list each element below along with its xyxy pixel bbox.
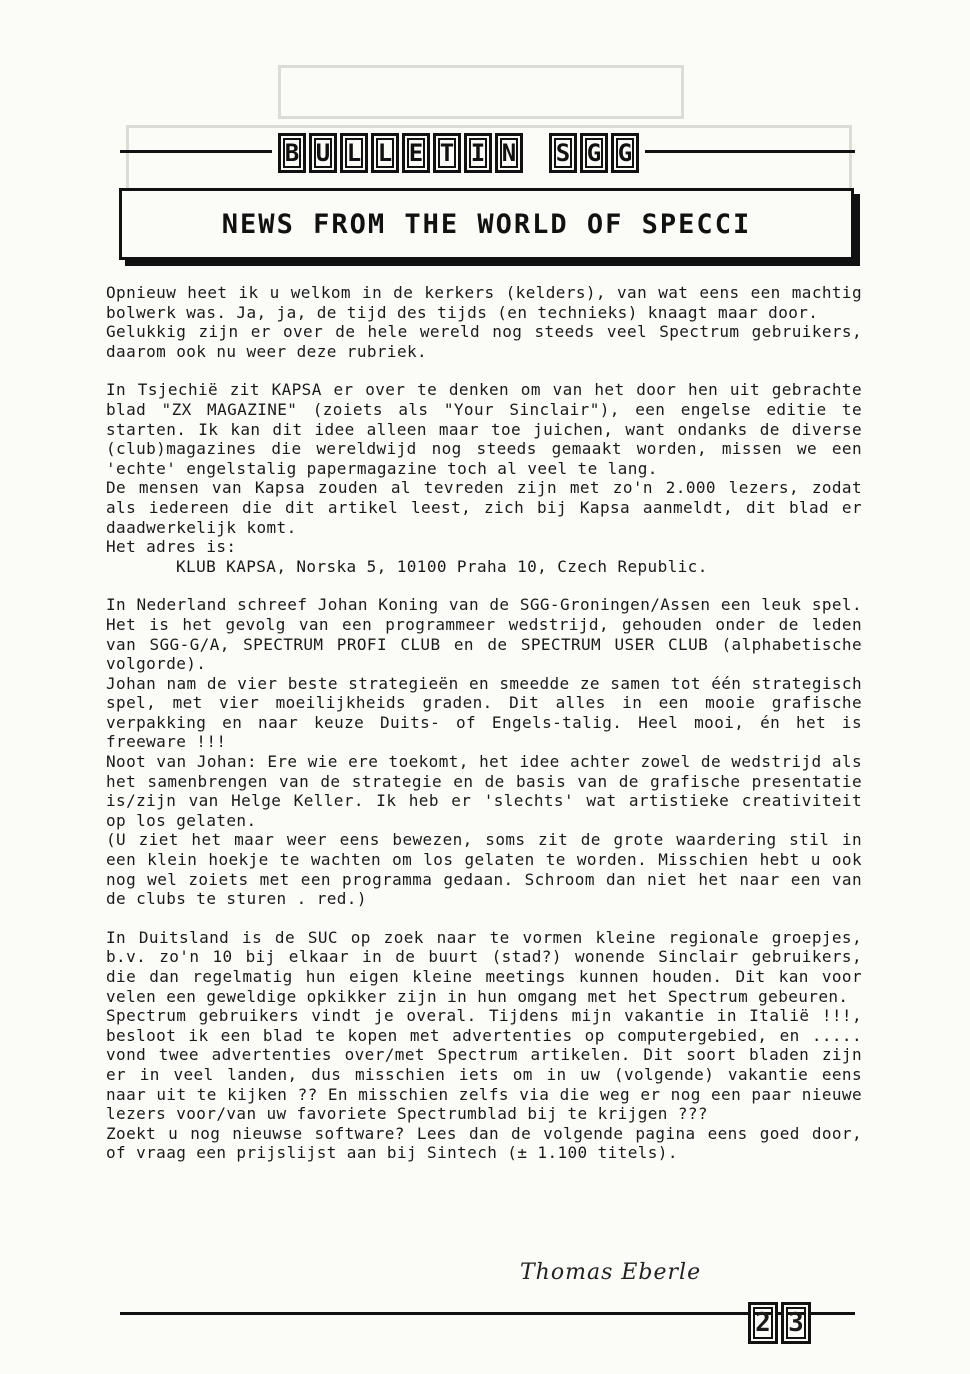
bulletin-letter: E (402, 133, 430, 173)
paragraph: Opnieuw heet ik u welkom in de kerkers (kelders), van wat eens een machtig bolwerk was. Ja, ja, de tijd des tijds (en technieks) knaagt maar door. (106, 283, 862, 322)
sgg-letter: S (549, 133, 577, 173)
article-body (106, 283, 862, 1163)
paragraph: Noot van Johan: Ere wie ere toekomt, het idee achter zowel de wedstrijd als het samenbrengen van de strategie en de basis van de grafische presentatie is/zijn van Helge Keller. Ik heb er 'slechts' wat artistieke creativiteit op los gelaten. (106, 752, 862, 830)
bulletin-letter: I (464, 133, 492, 173)
signature: Thomas Eberle (520, 1260, 702, 1285)
paragraph: In Tsjechië zit KAPSA er over te denken om van het door hen uit gebrachte blad "ZX MAGAZINE" (zoiets als "Your Sinclair"), een engelse editie te starten. Ik kan dit idee alleen maar toe juichen, want ondanks de diverse (club)magazines die wereldwijd nog steeds gemaakt worden, missen we een 'echte' engelstalig papermagazine toch al veel te lang. (106, 380, 862, 478)
section-title-box (119, 188, 854, 260)
page-digit-letter: 3 (781, 1302, 811, 1344)
paragraph: De mensen van Kapsa zouden al tevreden zijn met zo'n 2.000 lezers, zodat als iedereen die dit artikel leest, zich bij Kapsa aanmeldt, dit blad er daadwerkelijk komt. (106, 478, 862, 537)
ghost-header-box (278, 65, 684, 119)
paragraph: Het adres is: (106, 537, 237, 557)
paragraph: Gelukkig zijn er over de hele wereld nog steeds veel Spectrum gebruikers, daarom ook nu weer deze rubriek. (106, 322, 862, 361)
page-digit-letter: 2 (748, 1302, 778, 1344)
paragraph: (U ziet het maar weer eens bewezen, soms zit de grote waardering stil in een klein hoekje te wachten om los gelaten te worden. Misschien hebt u ook nog wel zoiets met een programma gedaan. Schroom dan niet het naar een van de clubs te sturen . red.) (106, 830, 862, 909)
paragraph: In Nederland schreef Johan Koning van de SGG-Groningen/Assen een leuk spel. Het is het gevolg van een programmeer wedstrijd, gehouden onder de leden van SGG-G/A, SPECTRUM PROFI CLUB en de SPECTRUM USER CLUB (alphabetische volgorde). (106, 595, 862, 674)
paragraph: In Duitsland is de SUC op zoek naar te vormen kleine regionale groepjes, b.v. zo'n 10 bij elkaar in de buurt (stad?) wonende Sinclair gebruikers, die dan regelmatig hun eigen kleine meetings kunnen houden. Dit kan voor velen een geweldige opkikker zijn in hun omgang met het Spectrum gebeuren. (106, 927, 862, 1006)
bulletin-letter: U (309, 133, 337, 173)
bulletin-letter: L (340, 133, 368, 173)
sgg-letter: G (611, 133, 639, 173)
bulletin-letter: T (433, 133, 461, 173)
footer-rule (120, 1312, 855, 1315)
paragraph: Spectrum gebruikers vindt je overal. Tijdens mijn vakantie in Italië !!!, besloot ik een blad te kopen met advertenties op computergebied, en ..... vond twee advertenties over/met Spectrum artikelen. Dit soort bladen zijn er in veel landen, dus misschien iets om in uw (volgende) vakantie eens naar uit te kijken ?? En misschien zelfs via die weg er nog een paar nieuwe lezers voor/van uw favoriete Spectrumblad bij te krijgen ??? (106, 1006, 862, 1124)
paragraph: Johan nam de vier beste strategieën en smeedde ze samen tot één strategisch spel, met vier moeilijkheids graden. Dit alles in een mooie grafische verpakking en naar keuze Duits- of Engels-talig. Heel mooi, én het is freeware !!! (106, 673, 862, 752)
paragraph: KLUB KAPSA, Norska 5, 10100 Praha 10, Czech Republic. (176, 556, 708, 576)
bulletin-letter: L (371, 133, 399, 173)
bulletin-letter: N (495, 133, 523, 173)
sgg-letter: G (580, 133, 608, 173)
section-title: NEWS FROM THE WORLD OF SPECCI (221, 208, 752, 240)
bulletin-letter: B (278, 133, 306, 173)
bulletin-sgg-logo (272, 131, 645, 175)
page-number (748, 1302, 811, 1344)
paragraph: Zoekt u nog nieuwse software? Lees dan de volgende pagina eens goed door, of vraag een prijslijst aan bij Sintech (± 1.100 titels). (106, 1123, 862, 1163)
